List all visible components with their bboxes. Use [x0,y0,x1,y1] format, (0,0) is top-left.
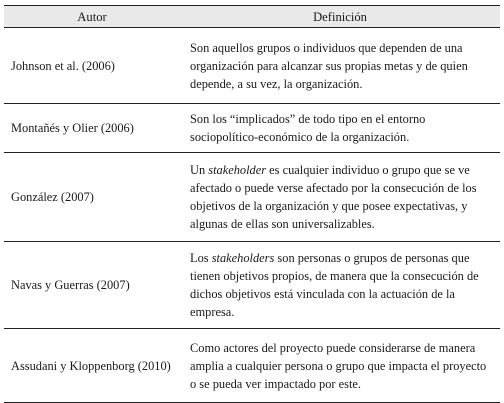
definition-term-emphasis: stakeholders [211,251,275,265]
header-author: Autor [4,6,180,28]
definition-text-post: son personas o grupos de personas que tienen objetivos propios, de manera que la consecución de dichos objetivos está vinculada con la actuación de la empresa. [190,251,479,319]
table-header [4,6,500,28]
author-cell: Montañés y Olier (2006) [4,104,180,153]
table-row [4,104,500,153]
table-row [4,329,500,403]
definition-text-post: es cualquier individuo o grupo que se ve afectado o puede verse afectado por la consecución de los objetivos de la organización y que posee expectativas, y algunas de ellas son universalizables. [190,163,477,231]
definition-text-pre: Los [190,251,212,265]
table-row [4,242,500,329]
definition-cell: Son los “implicados” de todo tipo en el entorno sociopolítico-económico de la organización. [180,104,500,153]
author-cell: González (2007) [4,153,180,242]
table-body [4,28,500,403]
definition-cell: Son aquellos grupos o individuos que dependen de una organización para alcanzar sus propias metas y de quien depende, a su vez, la organización. [180,28,500,104]
definition-cell [180,153,500,242]
table-row [4,28,500,104]
definitions-table [4,5,500,403]
author-cell: Assudani y Kloppenborg (2010) [4,329,180,403]
author-cell: Navas y Guerras (2007) [4,242,180,329]
definition-cell [180,242,500,329]
header-definition: Definición [180,6,500,28]
author-cell: Johnson et al. (2006) [4,28,180,104]
table-row [4,153,500,242]
header-row [4,6,500,28]
definition-cell: Como actores del proyecto puede considerarse de manera amplia a cualquier persona o grupo que impacta el proyecto o se pueda ver impactado por este. [180,329,500,403]
definition-text-pre: Un [190,163,209,177]
definition-term-emphasis: stakeholder [208,163,267,177]
